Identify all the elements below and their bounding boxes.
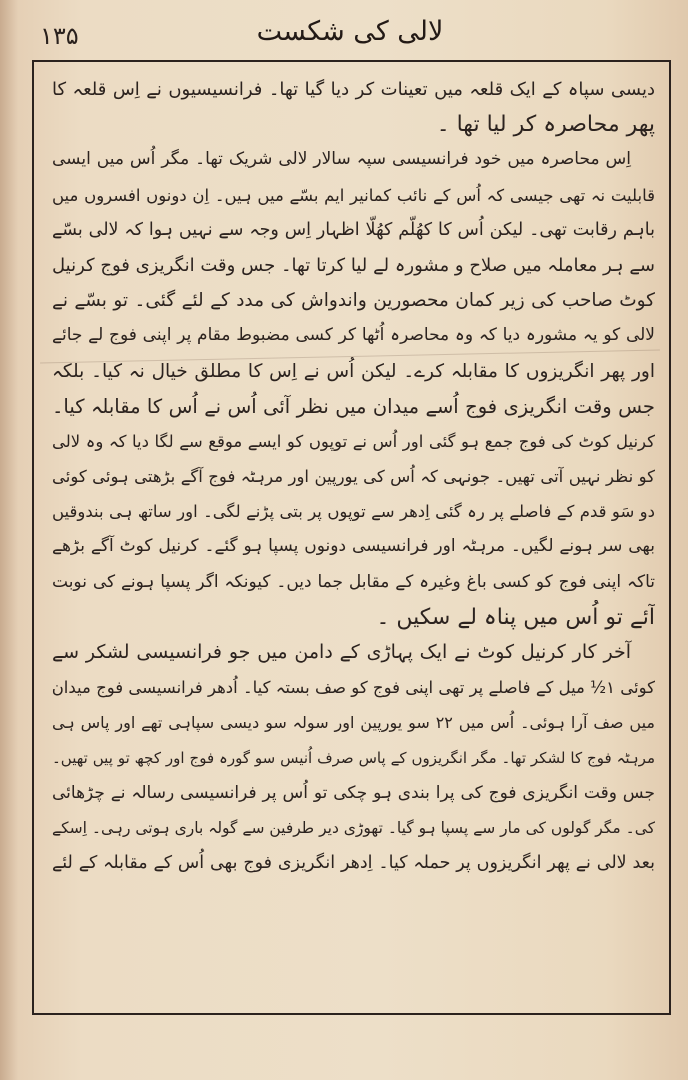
page-gutter-shadow bbox=[0, 0, 18, 1080]
text-line: بعد لالی نے پھر انگریزوں پر حملہ کیا۔ اِدھر انگریزی فوج بھی اُس کے مقابلہ کے لئے bbox=[52, 853, 655, 874]
text-line: آخر کار کرنیل کوٹ نے ایک پہاڑی کے دامن میں جو فرانسیسی لشکر سے bbox=[52, 641, 631, 663]
text-line: آئے تو اُس میں پناہ لے سکیں ۔ bbox=[376, 604, 655, 630]
text-line: جس وقت انگریزی فوج اُسے میدان میں نظر آئی اُس نے اُس کا مقابلہ کیا۔ bbox=[52, 394, 655, 418]
text-line: لالی کو یہ مشورہ دیا کہ وہ محاصرہ اُٹھا کر کسی مضبوط مقام پر اپنی فوج لے جائے bbox=[52, 325, 655, 346]
text-line: بھی سر ہونے لگیں۔ مرہٹہ اور فرانسیسی دونوں پسپا ہو گئے۔ کرنیل کوٹ آگے بڑھے bbox=[52, 536, 655, 557]
text-line: کرنیل کوٹ کی فوج جمع ہو گئی اور اُس نے توپوں کو ایسے موقع سے لگا دیا کہ وہ لالی bbox=[52, 431, 655, 451]
text-line: پھر محاصرہ کر لیا تھا ۔ bbox=[436, 112, 655, 138]
text-line: دو سَو قدم کے فاصلے پر رہ گئی اِدھر سے توپوں پر بتی پڑنے لگی۔ اور ساتھ ہی بندوقیں bbox=[52, 502, 655, 522]
text-line: کو نظر نہیں آتی تھیں۔ جونہی کہ اُس کی یورپین اور مرہٹہ فوج آگے بڑھتی ہوئی کوئی bbox=[52, 467, 655, 487]
text-line: مرہٹہ فوج کا لشکر تھا۔ مگر انگریزوں کے پاس صرف اُنیس سو گورہ فوج اور کچھ تو پیں تھیں۔ bbox=[52, 748, 655, 767]
text-line: کی۔ مگر گولوں کی مار سے پسپا ہو گیا۔ تھوڑی دیر طرفین سے گولہ باری ہوتی رہی۔ اِسکے bbox=[52, 818, 655, 837]
text-line: تاکہ اپنی فوج کو کسی باغ وغیرہ کے مقابل جما دیں۔ کیونکہ اگر پسپا ہونے کی نوبت bbox=[52, 571, 655, 592]
text-line: اور پھر انگریزوں کا مقابلہ کرے۔ لیکن اُس نے اِس کا مطلق خیال نہ کیا۔ بلکہ bbox=[52, 360, 655, 382]
text-line: باہم رقابت تھی۔ لیکن اُس کا کھُلّم کھُلّا اظہار اِس وجہ سے نہیں ہوا کہ لالی بسّے bbox=[52, 219, 655, 240]
text-line: دیسی سپاہ کے ایک قلعہ میں تعینات کر دیا گیا تھا۔ فرانسیسیوں نے اِس قلعہ کا bbox=[52, 79, 655, 100]
text-line: اِس محاصرہ میں خود فرانسیسی سپہ سالار لالی شریک تھا۔ مگر اُس میں ایسی bbox=[52, 149, 631, 170]
text-line: کوٹ صاحب کی زیر کمان محصورین واندواش کی مدد کے لئے گئی۔ تو بسّے نے bbox=[52, 290, 655, 312]
running-title: لالی کی شکست bbox=[256, 16, 444, 47]
page-number: ۱۳۵ bbox=[40, 22, 79, 50]
text-line: قابلیت نہ تھی جیسی کہ اُس کے نائب کمانیر ایم بسّے میں ہیں۔ اِن دونوں افسروں میں bbox=[52, 185, 655, 205]
text-line: کوئی ۱½ میل کے فاصلے پر تھی اپنی فوج کو صف بستہ کیا۔ اُدھر فرانسیسی فوج میدان bbox=[52, 678, 655, 698]
text-line: جس وقت انگریزی فوج کی پرا بندی ہو چکی تو اُس پر فرانسیسی رسالہ نے چڑھائی bbox=[52, 782, 655, 803]
body-text bbox=[52, 72, 655, 881]
text-line: میں صف آرا ہوئی۔ اُس میں ۲۲ سو یورپین اور سولہ سو دیسی سپاہی تھے اور پاس ہی bbox=[52, 713, 655, 733]
page-header bbox=[30, 14, 670, 58]
text-line: سے ہر معاملہ میں صلاح و مشورہ لے لیا کرتا تھا۔ جس وقت انگریزی فوج کرنیل bbox=[52, 254, 655, 276]
